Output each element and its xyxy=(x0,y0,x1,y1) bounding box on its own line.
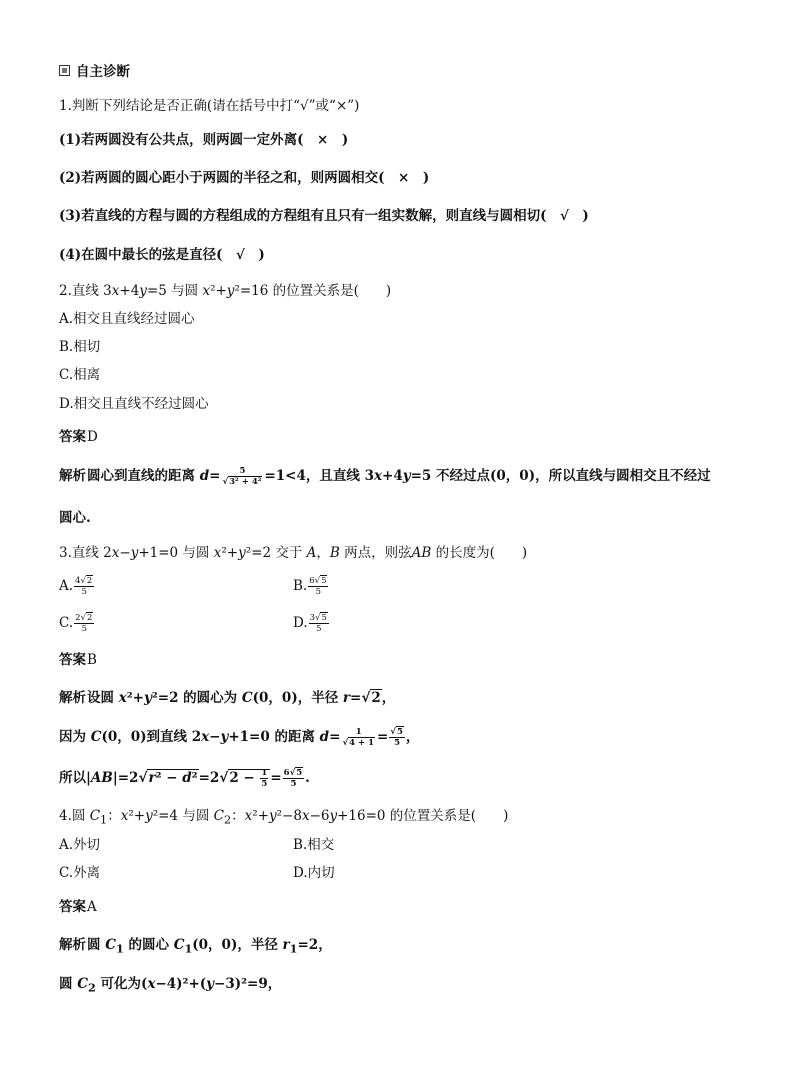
answer-label: 答案 xyxy=(59,899,86,915)
answer-label: 答案 xyxy=(59,429,86,445)
answer-value: D xyxy=(87,429,98,445)
q1-stem: 1.判断下列结论是否正确(请在括号中打“√”或“×”) xyxy=(59,98,360,114)
q2-option-b: B.相切 xyxy=(59,339,101,355)
q4-option-b: B.相交 xyxy=(293,837,335,853)
answer-value: A xyxy=(87,899,97,915)
analysis-label: 解析 xyxy=(59,937,86,953)
q3-analysis-1: 解析设圆 x²+y²=2 的圆心为 C(0，0)，半径 r=√2， xyxy=(59,690,396,706)
q3-answer xyxy=(59,650,97,670)
q4-answer xyxy=(59,897,97,917)
answer-value: B xyxy=(87,652,97,668)
q4-option-a: A.外切 xyxy=(59,837,101,853)
analysis-label: 解析 xyxy=(59,468,86,484)
q4-option-d: D.内切 xyxy=(293,865,335,881)
q2-option-d: D.相交且直线不经过圆心 xyxy=(59,396,209,412)
q4-option-c: C.外离 xyxy=(59,865,101,881)
q2-stem: 2.直线 3x+4y=5 与圆 x²+y²=16 的位置关系是( ) xyxy=(59,283,392,299)
q3-option-b: B. $\frac{6√5}{5}$ xyxy=(293,576,327,597)
q2-analysis: 解析圆心到直线的距离 d= $\frac{5}{\text{√3² + 4²}}$ =1<4，且直线 3x+4y=5 不经过点(0，0)，所以直线与圆相交且不经过 xyxy=(59,466,711,487)
q3-option-a: A. $\frac{4√2}{5}$ xyxy=(59,576,93,597)
q4-stem: 4.圆 $C_1$：x²+y²=4 与圆 $C_2$：x²+y²−8x−6y+16=0 的位置关系是( ) xyxy=(59,808,509,827)
section-title: 自主诊断 xyxy=(76,64,130,80)
q2-option-c: C.相离 xyxy=(59,367,101,383)
square-bullet-icon xyxy=(59,65,70,76)
q4-analysis-1: 解析圆 $C_1$ 的圆心 $C_1(0$，0)，半径 $r_1=2$， xyxy=(59,937,332,956)
q3-analysis-3: 所以|AB|=2√r² − d²=2√2 − $\frac{1}{5}$ = $\frac{6√5}{5}$ . xyxy=(59,768,310,789)
q4-analysis-2: 圆 $C_2$ 可化为(x−4)²+(y−3)²=9， xyxy=(59,976,282,995)
q3-analysis-2: 因为 C(0，0)到直线 2x−y+1=0 的距离 d= $\frac{1}{√4 + 1}$ = $\frac{√5}{5}$ ， xyxy=(59,727,420,748)
q2-analysis-wrap: 圆心. xyxy=(59,510,91,526)
section-header xyxy=(59,62,130,82)
q1-item-3: (3)若直线的方程与圆的方程组成的方程组有且只有一组实数解，则直线与圆相切( √ ) xyxy=(59,208,589,224)
q3-option-d: D. $\frac{3√5}{5}$ xyxy=(293,613,327,634)
q3-option-c: C. $\frac{2√2}{5}$ xyxy=(59,613,93,634)
q1-item-2: (2)若两圆的圆心距小于两圆的半径之和，则两圆相交( × ) xyxy=(59,170,430,186)
q1-item-4: (4)在圆中最长的弦是直径( √ ) xyxy=(59,247,265,263)
analysis-label: 解析 xyxy=(59,690,86,706)
q2-option-a: A.相交且直线经过圆心 xyxy=(59,311,195,327)
answer-label: 答案 xyxy=(59,652,86,668)
q2-answer xyxy=(59,427,98,447)
q3-stem: 3.直线 2x−y+1=0 与圆 x²+y²=2 交于 A，B 两点，则弦AB 的长度为( ) xyxy=(59,545,528,561)
q1-item-1: (1)若两圆没有公共点，则两圆一定外离( × ) xyxy=(59,132,349,148)
